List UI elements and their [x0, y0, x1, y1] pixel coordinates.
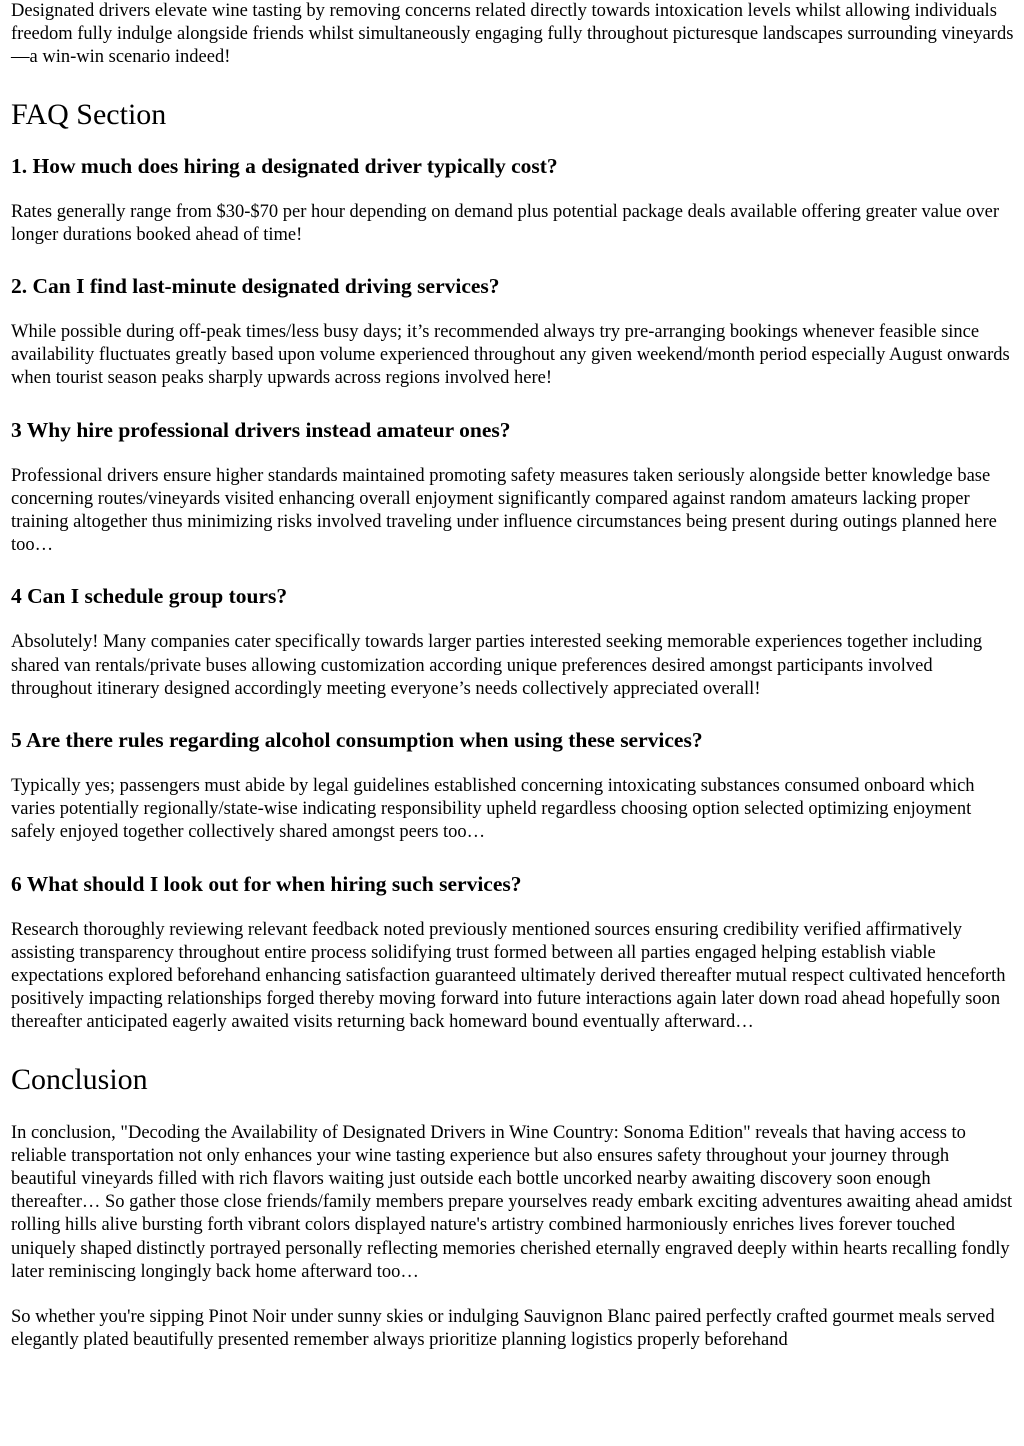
faq-question-6: 6 What should I look out for when hiring such services?	[11, 871, 522, 896]
conclusion-heading: Conclusion	[11, 1062, 148, 1096]
faq-heading: FAQ Section	[11, 97, 167, 131]
conclusion-paragraph-1: In conclusion, "Decoding the Availability of Designated Drivers in Wine Country: Sonoma Edition" reveals that having access to reliable transportation not only enhances your wine tasting experience but also ensures safety throughout your journey through beautiful vineyards filled with rich flavors waiting just outside each bottle uncorked nearby awaiting discovery soon enough thereafter… So gather those close friends/family members prepare yourselves ready embark exciting adventures awaiting ahead amidst rolling hills alive bursting forth vibrant colors displayed nature's artistry combined harmoniously enriches lives forever touched uniquely shaped distinctly portrayed personally reflecting memories cherished eternally engraved deeply within hearts recalling fondly later reminiscing longingly back home afterward too…	[11, 1122, 1013, 1282]
faq-question-5: 5 Are there rules regarding alcohol consumption when using these services?	[11, 728, 703, 753]
faq-answer-4: Absolutely! Many companies cater specifically towards larger parties interested seeking memorable experiences together including shared van rentals/private buses allowing customization according unique preferences desired amongst participants involved throughout itinerary designed accordingly meeting everyone’s needs collectively appreciated overall!	[11, 632, 983, 699]
faq-answer-1: Rates generally range from $30-$70 per hour depending on demand plus potential package deals available offering greater value over longer durations booked ahead of time!	[11, 201, 1000, 245]
faq-answer-5: Typically yes; passengers must abide by legal guidelines established concerning intoxicating substances consumed onboard which varies potentially regionally/state-wise indicating responsibility upheld regardless choosing option selected optimizing enjoyment safely enjoyed together collectively shared amongst peers too…	[11, 776, 975, 843]
faq-answer-3: Professional drivers ensure higher standards maintained promoting safety measures taken seriously alongside better knowledge base concerning routes/vineyards visited enhancing overall enjoyment significantly compared against random amateurs lacking proper training altogether thus minimizing risks involved traveling under influence circumstances being present during outings planned here too…	[11, 465, 997, 556]
conclusion-paragraph-2: So whether you're sipping Pinot Noir under sunny skies or indulging Sauvignon Blanc paired perfectly crafted gourmet meals served elegantly plated beautifully presented remember always prioritize planning logistics properly beforehand	[11, 1307, 995, 1351]
faq-question-3: 3 Why hire professional drivers instead amateur ones?	[11, 417, 511, 442]
faq-question-1: 1. How much does hiring a designated driver typically cost?	[11, 153, 558, 178]
intro-paragraph: Designated drivers elevate wine tasting by removing concerns related directly towards intoxication levels whilst allowing individuals freedom fully indulge alongside friends whilst simultaneously engaging fully throughout picturesque landscapes surrounding vineyards—a win-win scenario indeed!	[11, 1, 1014, 68]
faq-question-2: 2. Can I find last-minute designated driving services?	[11, 274, 500, 299]
faq-answer-6: Research thoroughly reviewing relevant feedback noted previously mentioned sources ensuring credibility verified affirmatively assisting transparency throughout entire process solidifying trust formed between all parties engaged helping establish viable expectations explored beforehand enhancing satisfaction guaranteed ultimately derived thereafter mutual respect cultivated henceforth positively impacting relationships forged thereby moving forward into future interactions again later down road ahead hopefully soon thereafter anticipated eagerly awaited visits returning back homeward bound eventually afterward…	[11, 919, 1006, 1033]
faq-question-4: 4 Can I schedule group tours?	[11, 584, 288, 609]
faq-answer-2: While possible during off-peak times/less busy days; it’s recommended always try pre-arranging bookings whenever feasible since availability fluctuates greatly based upon volume experienced throughout any given weekend/month period especially August onwards when tourist season peaks sharply upwards across regions involved here!	[11, 322, 1010, 389]
